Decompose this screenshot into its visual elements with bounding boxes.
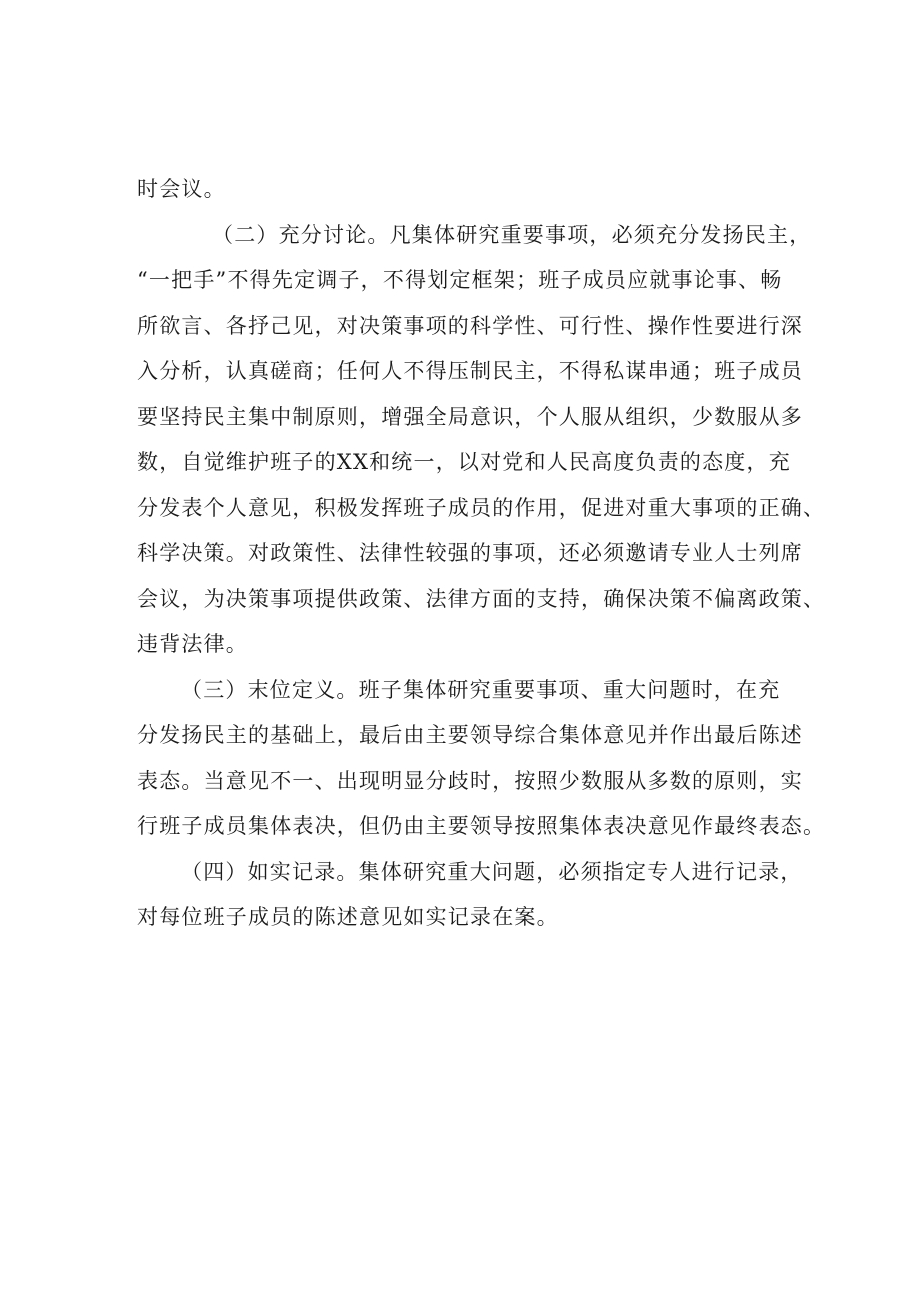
text-line: 入分析，认真磋商；任何人不得压制民主，不得私谋串通；班子成员	[137, 359, 803, 383]
text-line: 科学决策。对政策性、法律性较强的事项，还必须邀请专业人士列席	[137, 541, 803, 565]
text-line: 要坚持民主集中制原则，增强全局意识，个人服从组织，少数服从多	[137, 404, 803, 429]
text-line: 分发扬民主的基础上，最后由主要领导综合集体意见并作出最后陈述	[137, 723, 803, 747]
text-line: 时会议。	[137, 177, 226, 201]
text-line: 行班子成员集体表决，但仍由主要领导按照集体表决意见作最终表态。	[137, 814, 826, 838]
text-line: “一把手”不得先定调子，不得划定框架；班子成员应就事论事、畅	[137, 268, 783, 292]
text-line: 所欲言、各抒己见，对决策事项的科学性、可行性、操作性要进行深	[137, 313, 803, 338]
document-body	[137, 167, 825, 941]
text-line: 会议，为决策事项提供政策、法律方面的支持，确保决策不偏离政策、	[137, 586, 826, 611]
section-heading-line: （三）末位定义。班子集体研究重要事项、重大问题时，在充	[181, 677, 781, 702]
section-heading-line: （二）充分讨论。凡集体研究重要事项，必须充分发扬民主，	[212, 222, 812, 247]
text-line: 数，自觉维护班子的XX和统一，以对党和人民高度负责的态度，充	[137, 450, 791, 474]
text-line: 对每位班子成员的陈述意见如实记录在案。	[137, 905, 559, 929]
text-line: 表态。当意见不一、出现明显分歧时，按照少数服从多数的原则，实	[137, 768, 803, 793]
text-line: 违背法律。	[137, 632, 248, 656]
text-line: 分发表个人意见，积极发挥班子成员的作用，促进对重大事项的正确、	[137, 495, 826, 520]
section-heading-line: （四）如实记录。集体研究重大问题，必须指定专人进行记录，	[181, 859, 803, 884]
